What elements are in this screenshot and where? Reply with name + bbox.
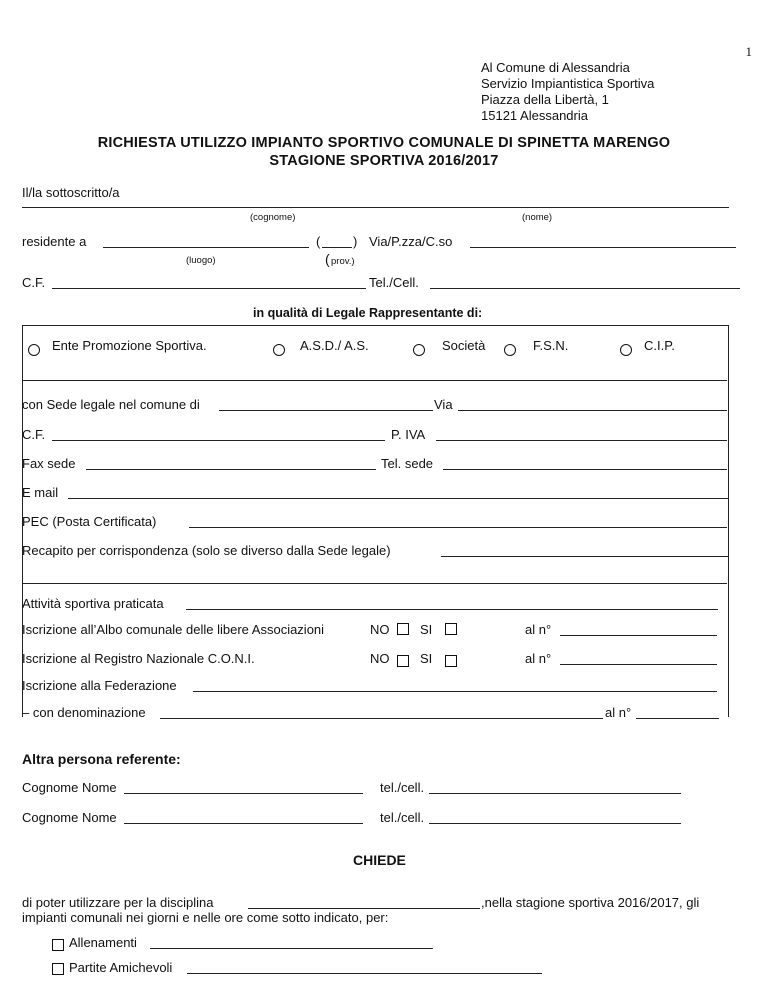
allenamenti-label: Allenamenti [69, 935, 137, 950]
referente-name-field[interactable] [124, 793, 363, 794]
referente-tel-label: tel./cell. [380, 810, 425, 825]
radio-fsn[interactable] [504, 344, 516, 356]
prov-hint-paren: ( [325, 251, 330, 267]
radio-asd[interactable] [273, 344, 285, 356]
attivita-label: Attività sportiva praticata [22, 596, 164, 611]
recapito-label: Recapito per corrispondenza (solo se diverso dalla Sede legale) [22, 543, 391, 558]
via-field[interactable] [470, 247, 736, 248]
partite-amichevoli-field[interactable] [187, 973, 542, 974]
entity-label: Ente Promozione Sportiva. [52, 338, 207, 353]
fax-label: Fax sede [22, 456, 76, 471]
sede-field[interactable] [219, 410, 433, 411]
federazione-label: Iscrizione alla Federazione [22, 678, 177, 693]
entity-label: C.I.P. [644, 338, 675, 353]
albo-no-label: NO [370, 622, 390, 637]
denominazione-n-field[interactable] [636, 718, 719, 719]
email-label: E mail [22, 485, 59, 500]
entity-label: A.S.D./ A.S. [300, 338, 369, 353]
sede-via-field[interactable] [458, 410, 727, 411]
referente-name-label: Cognome Nome [22, 780, 117, 795]
referente-tel-label: tel./cell. [380, 780, 425, 795]
coni-no-checkbox[interactable] [397, 655, 409, 667]
intro-label: Il/la sottoscritto/a [22, 185, 120, 200]
nome-hint: (nome) [522, 212, 553, 223]
referente-name-label: Cognome Nome [22, 810, 117, 825]
prov-field[interactable] [322, 247, 352, 248]
disciplina-text-line2: impianti comunali nei giorni e nelle ore come sotto indicato, per: [22, 910, 389, 925]
address-line: 15121 Alessandria [481, 108, 588, 123]
chiede-heading: CHIEDE [353, 852, 406, 868]
radio-cip[interactable] [620, 344, 632, 356]
partite-amichevoli-label: Partite Amichevoli [69, 960, 173, 975]
attivita-field[interactable] [186, 609, 718, 610]
sede-label: con Sede legale nel comune di [22, 397, 200, 412]
albo-no-checkbox[interactable] [397, 623, 409, 635]
address-line: Servizio Impiantistica Sportiva [481, 76, 655, 91]
radio-ente-promozione[interactable] [28, 344, 40, 356]
disciplina-text-end: ,nella stagione sportiva 2016/2017, gli [481, 895, 700, 910]
partite-amichevoli-checkbox[interactable] [52, 963, 64, 975]
denominazione-label: – con denominazione [22, 705, 146, 720]
page-number: 1 [745, 44, 752, 59]
coni-n-field[interactable] [560, 664, 717, 665]
piva-label: P. IVA [391, 427, 426, 442]
allenamenti-field[interactable] [150, 948, 433, 949]
albo-n-field[interactable] [560, 635, 717, 636]
prov-hint: prov.) [331, 256, 355, 267]
org-cf-label: C.F. [22, 427, 46, 442]
cognome-nome-field[interactable] [22, 207, 729, 208]
entity-label: Società [442, 338, 486, 353]
disciplina-field[interactable] [248, 908, 480, 909]
document-title: RICHIESTA UTILIZZO IMPIANTO SPORTIVO COMUNALE DI SPINETTA MARENGO [97, 135, 671, 151]
coni-n-label: al n° [525, 651, 552, 666]
fax-field[interactable] [86, 469, 376, 470]
residente-label: residente a [22, 234, 87, 249]
cognome-hint: (cognome) [250, 212, 296, 223]
radio-societa[interactable] [413, 344, 425, 356]
address-line: Al Comune di Alessandria [481, 60, 630, 75]
document-subtitle: STAGIONE SPORTIVA 2016/2017 [269, 153, 499, 169]
entity-extra-field[interactable] [22, 380, 727, 381]
denominazione-field[interactable] [160, 718, 603, 719]
referente-tel-field[interactable] [429, 823, 681, 824]
prov-open-paren: ( [316, 234, 321, 249]
luogo-hint: (luogo) [186, 255, 216, 266]
federazione-field[interactable] [193, 691, 717, 692]
tel-sede-label: Tel. sede [381, 456, 434, 471]
recapito-field[interactable] [441, 556, 729, 557]
pec-field[interactable] [189, 527, 727, 528]
role-heading: in qualità di Legale Rappresentante di: [253, 306, 483, 320]
cf-label: C.F. [22, 275, 46, 290]
piva-field[interactable] [436, 440, 727, 441]
via-label: Via/P.zza/C.so [369, 234, 453, 249]
disciplina-text-start: di poter utilizzare per la disciplina [22, 895, 214, 910]
albo-si-checkbox[interactable] [445, 623, 457, 635]
denominazione-n-label: al n° [605, 705, 632, 720]
prov-close-paren: ) [353, 234, 358, 249]
referente-name-field[interactable] [124, 823, 363, 824]
coni-si-checkbox[interactable] [445, 655, 457, 667]
sede-via-label: Via [434, 397, 453, 412]
coni-no-label: NO [370, 651, 390, 666]
entity-label: F.S.N. [533, 338, 569, 353]
luogo-field[interactable] [103, 247, 309, 248]
tel-field[interactable] [430, 288, 740, 289]
tel-sede-field[interactable] [443, 469, 727, 470]
cf-field[interactable] [52, 288, 366, 289]
org-cf-field[interactable] [52, 440, 385, 441]
coni-label: Iscrizione al Registro Nazionale C.O.N.I. [22, 651, 255, 666]
tel-label: Tel./Cell. [369, 275, 419, 290]
albo-si-label: SI [420, 622, 433, 637]
referente-tel-field[interactable] [429, 793, 681, 794]
recapito-field-line2[interactable] [22, 583, 727, 584]
albo-n-label: al n° [525, 622, 552, 637]
coni-si-label: SI [420, 651, 433, 666]
albo-label: Iscrizione all’Albo comunale delle libere Associazioni [22, 622, 325, 637]
address-line: Piazza della Libertà, 1 [481, 92, 609, 107]
email-field[interactable] [68, 498, 729, 499]
pec-label: PEC (Posta Certificata) [22, 514, 157, 529]
referente-heading: Altra persona referente: [22, 751, 181, 767]
allenamenti-checkbox[interactable] [52, 939, 64, 951]
